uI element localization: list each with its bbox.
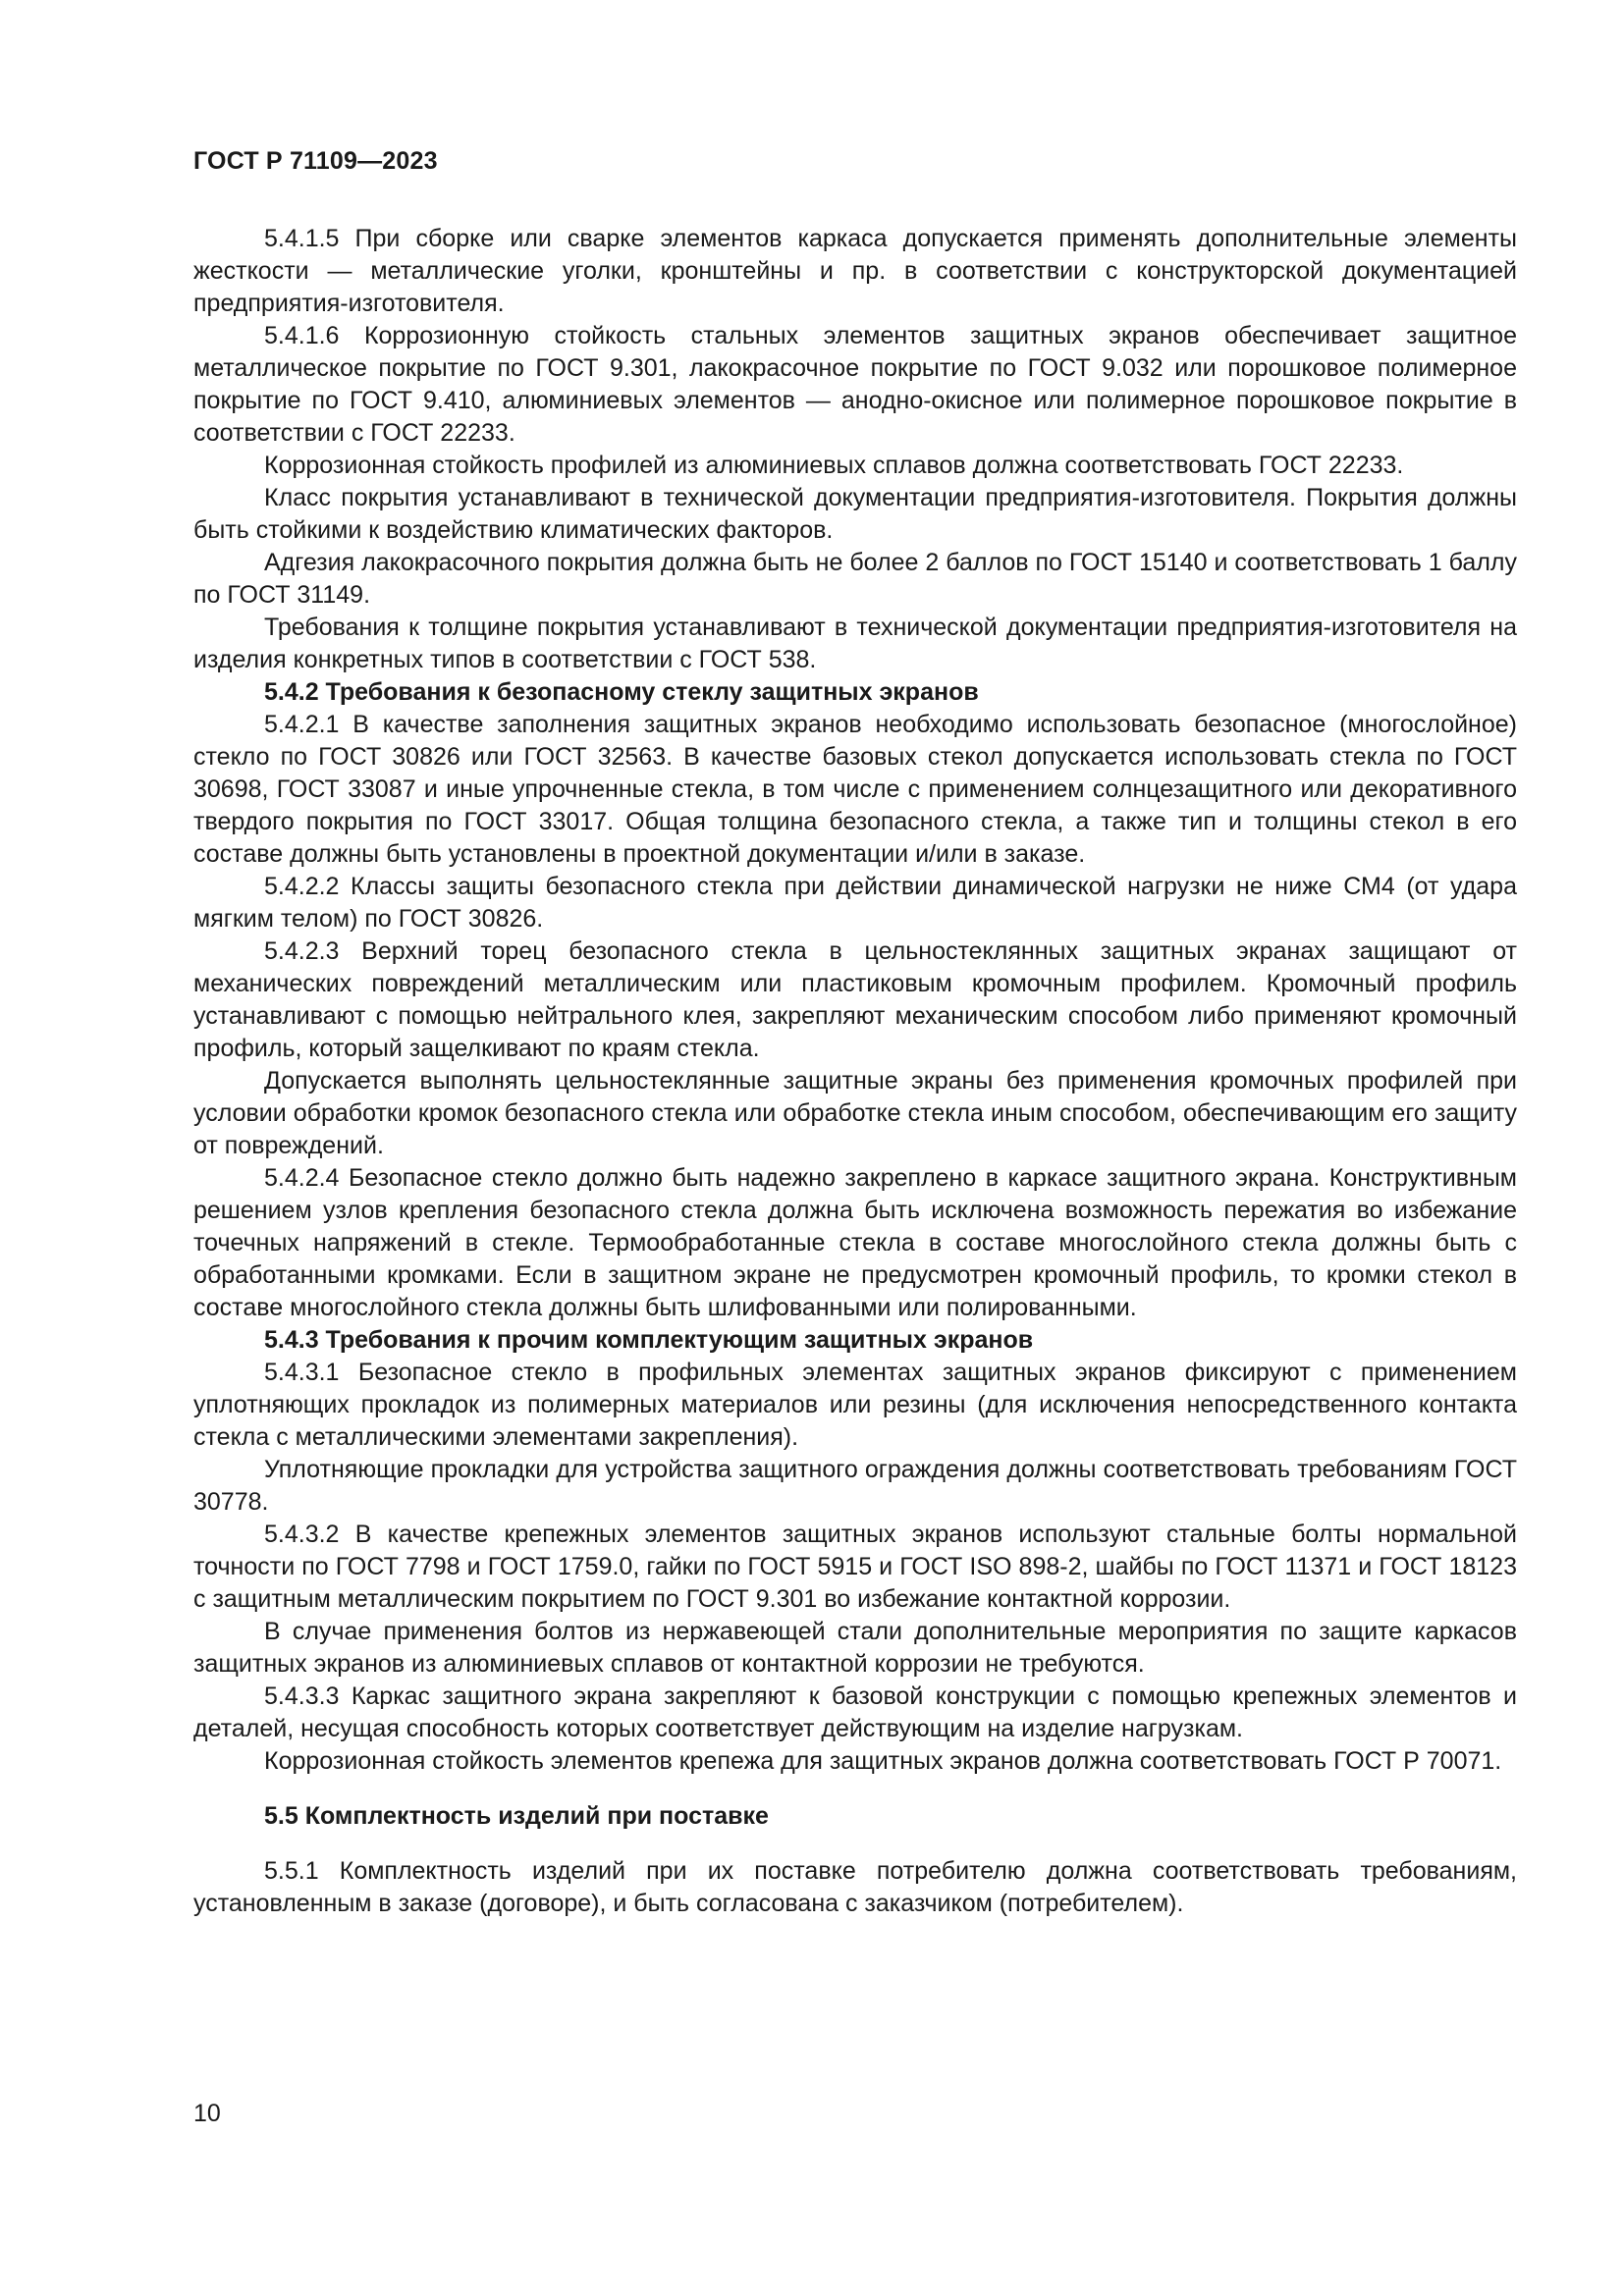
page-number: 10 xyxy=(193,2100,221,2127)
paragraph-fastener-corrosion: Коррозионная стойкость элементов крепежа для защитных экранов должна соответствовать ГОСТ Р 70071. xyxy=(264,1747,1502,1775)
paragraph-5-4-3-3: 5.4.3.3 Каркас защитного экрана закрепляют к базовой конструкции с помощью крепежных элементов и деталей, несущая способность которых соответствует действующим на изделие нагрузкам. xyxy=(193,1682,1517,1742)
paragraph-coating-class: Класс покрытия устанавливают в технической документации предприятия-изготовителя. Покрытия должны быть стойкими к воздействию климатических факторов. xyxy=(193,484,1517,544)
paragraph-5-4-2-3: 5.4.2.3 Верхний торец безопасного стекла в цельностеклянных защитных экранах защищают от механических повреждений металлическим или пластиковым кромочным профилем. Кромочный профиль устанавливают с помощью нейтрального клея, закрепляют механическим способом либо применяют кромочный профиль, который защелкивают по краям стекла. xyxy=(193,937,1517,1062)
paragraph-5-4-3-1: 5.4.3.1 Безопасное стекло в профильных элементах защитных экранов фиксируют с применением уплотняющих прокладок из полимерных материалов или резины (для исключения непосредственного контакта стекла с металлическими элементами закрепления). xyxy=(193,1359,1517,1451)
document-body xyxy=(193,223,1517,1920)
paragraph-5-5-1: 5.5.1 Комплектность изделий при их поставке потребителю должна соответствовать требованиям, установленным в заказе (договоре), и быть согласована с заказчиком (потребителем). xyxy=(193,1857,1517,1917)
paragraph-gaskets: Уплотняющие прокладки для устройства защитного ограждения должны соответствовать требованиям ГОСТ 30778. xyxy=(193,1456,1517,1516)
subsection-heading-5-4-3: 5.4.3 Требования к прочим комплектующим защитных экранов xyxy=(264,1326,1034,1354)
subsection-heading-5-4-2: 5.4.2 Требования к безопасному стеклу защитных экранов xyxy=(264,678,979,706)
paragraph-5-4-2-4: 5.4.2.4 Безопасное стекло должно быть надежно закреплено в каркасе защитного экрана. Конструктивным решением узлов крепления безопасного стекла должна быть исключена возможность пережатия во избежание точечных напряжений в стекле. Термообработанные стекла в составе многослойного стекла должны быть с обработанными кромками. Если в защитном экране не предусмотрен кромочный профиль, то кромки стекол в составе многослойного стекла должны быть шлифованными или полированными. xyxy=(193,1164,1517,1321)
document-header: ГОСТ Р 71109—2023 xyxy=(193,147,438,175)
paragraph-5-4-1-6: 5.4.1.6 Коррозионную стойкость стальных элементов защитных экранов обеспечивает защитное металлическое покрытие по ГОСТ 9.301, лакокрасочное покрытие по ГОСТ 9.032 или порошковое полимерное покрытие по ГОСТ 9.410, алюминиевых элементов — анодно-окисное или полимерное порошковое покрытие в соответствии с ГОСТ 22233. xyxy=(193,322,1517,447)
paragraph-5-4-3-2: 5.4.3.2 В качестве крепежных элементов защитных экранов используют стальные болты нормальной точности по ГОСТ 7798 и ГОСТ 1759.0, гайки по ГОСТ 5915 и ГОСТ ISO 898-2, шайбы по ГОСТ 11371 и ГОСТ 18123 с защитным металлическим покрытием по ГОСТ 9.301 во избежание контактной коррозии. xyxy=(193,1521,1517,1613)
paragraph-5-4-2-2: 5.4.2.2 Классы защиты безопасного стекла при действии динамической нагрузки не ниже СМ4 (от удара мягким телом) по ГОСТ 30826. xyxy=(193,873,1517,933)
section-heading-5-5: 5.5 Комплектность изделий при поставке xyxy=(264,1802,769,1830)
paragraph-edge-profile-exception: Допускается выполнять цельностеклянные защитные экраны без применения кромочных профилей при условии обработки кромок безопасного стекла или обработке стекла иным способом, обеспечивающим его защиту от повреждений. xyxy=(193,1067,1517,1159)
paragraph-5-4-1-5: 5.4.1.5 При сборке или сварке элементов каркаса допускается применять дополнительные элементы жесткости — металлические уголки, кронштейны и пр. в соответствии с конструкторской документацией предприятия-изготовителя. xyxy=(193,225,1517,317)
paragraph-aluminium-corrosion: Коррозионная стойкость профилей из алюминиевых сплавов должна соответствовать ГОСТ 22233. xyxy=(264,452,1404,479)
paragraph-coating-thickness: Требования к толщине покрытия устанавливают в технической документации предприятия-изготовителя на изделия конкретных типов в соответствии с ГОСТ 538. xyxy=(193,614,1517,673)
paragraph-adhesion: Адгезия лакокрасочного покрытия должна быть не более 2 баллов по ГОСТ 15140 и соответствовать 1 баллу по ГОСТ 31149. xyxy=(193,549,1517,609)
paragraph-stainless-bolts: В случае применения болтов из нержавеющей стали дополнительные мероприятия по защите каркасов защитных экранов из алюминиевых сплавов от контактной коррозии не требуются. xyxy=(193,1618,1517,1678)
paragraph-5-4-2-1: 5.4.2.1 В качестве заполнения защитных экранов необходимо использовать безопасное (многослойное) стекло по ГОСТ 30826 или ГОСТ 32563. В качестве базовых стекол допускается использовать стекла по ГОСТ 30698, ГОСТ 33087 и иные упрочненные стекла, в том числе с применением солнцезащитного или декоративного твердого покрытия по ГОСТ 33017. Общая толщина безопасного стекла, а также тип и толщины стекол в его составе должны быть установлены в проектной документации и/или в заказе. xyxy=(193,711,1517,868)
